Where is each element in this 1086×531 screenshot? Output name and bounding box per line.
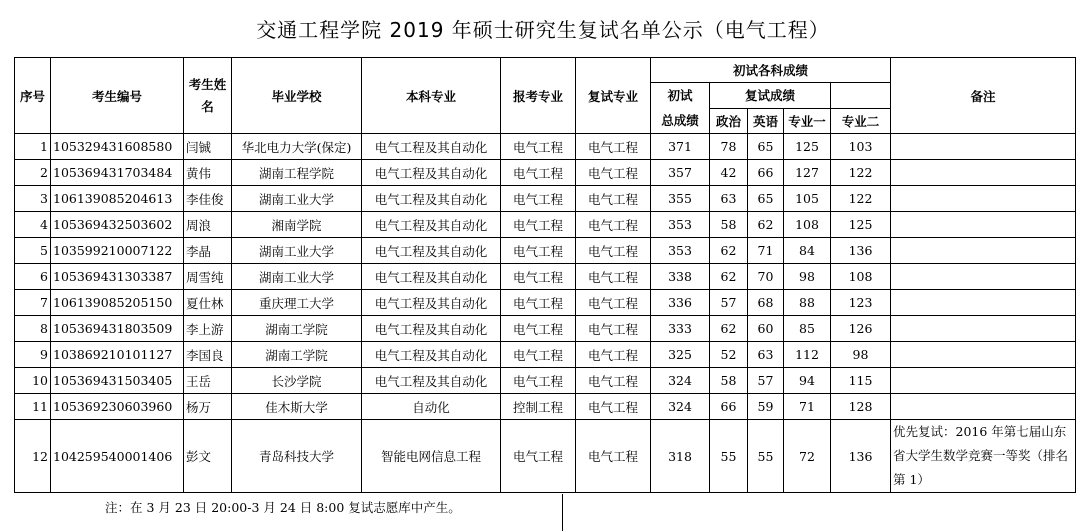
cell-remark xyxy=(891,238,1076,264)
cell-politics: 55 xyxy=(710,420,748,493)
cell-applied-major: 电气工程 xyxy=(501,290,576,316)
header-seq: 序号 xyxy=(15,58,51,134)
cell-total: 357 xyxy=(651,160,710,186)
header-empty xyxy=(831,83,891,109)
cell-total: 324 xyxy=(651,394,710,420)
cell-subject1: 88 xyxy=(784,290,831,316)
cell-undergrad-major: 电气工程及其自动化 xyxy=(362,186,501,212)
cell-politics: 63 xyxy=(710,186,748,212)
table-row xyxy=(15,342,1076,368)
cell-applied-major: 电气工程 xyxy=(501,264,576,290)
candidate-table xyxy=(14,57,1076,493)
cell-retest-major: 电气工程 xyxy=(576,134,651,160)
cell-name: 周雪纯 xyxy=(184,264,232,290)
cell-school: 重庆理工大学 xyxy=(232,290,362,316)
cell-english: 71 xyxy=(748,238,784,264)
cell-remark xyxy=(891,368,1076,394)
cell-english: 57 xyxy=(748,368,784,394)
cell-undergrad-major: 电气工程及其自动化 xyxy=(362,160,501,186)
cell-subject2: 136 xyxy=(831,238,891,264)
header-total-line1: 初试 xyxy=(667,88,693,103)
cell-applied-major: 电气工程 xyxy=(501,316,576,342)
cell-undergrad-major: 电气工程及其自动化 xyxy=(362,264,501,290)
cell-total: 324 xyxy=(651,368,710,394)
cell-name: 黄伟 xyxy=(184,160,232,186)
table-row xyxy=(15,134,1076,160)
header-subject1: 专业一 xyxy=(784,108,831,134)
cell-applied-major: 电气工程 xyxy=(501,186,576,212)
cell-name: 李晶 xyxy=(184,238,232,264)
cell-subject2: 128 xyxy=(831,394,891,420)
cell-undergrad-major: 自动化 xyxy=(362,394,501,420)
cell-applied-major: 控制工程 xyxy=(501,394,576,420)
header-total xyxy=(651,83,710,134)
divider xyxy=(562,494,563,531)
cell-seq: 10 xyxy=(15,368,51,394)
cell-subject2: 103 xyxy=(831,134,891,160)
cell-seq: 2 xyxy=(15,160,51,186)
header-scores-group: 初试各科成绩 xyxy=(651,58,891,83)
header-english: 英语 xyxy=(748,108,784,134)
cell-seq: 3 xyxy=(15,186,51,212)
cell-retest-major: 电气工程 xyxy=(576,290,651,316)
header-applied-major: 报考专业 xyxy=(501,58,576,134)
cell-total: 371 xyxy=(651,134,710,160)
cell-school: 湖南工学院 xyxy=(232,342,362,368)
cell-subject1: 72 xyxy=(784,420,831,493)
cell-name: 李上游 xyxy=(184,316,232,342)
table-row xyxy=(15,290,1076,316)
table-row xyxy=(15,368,1076,394)
cell-applied-major: 电气工程 xyxy=(501,238,576,264)
cell-school: 湘南学院 xyxy=(232,212,362,238)
cell-subject1: 105 xyxy=(784,186,831,212)
cell-english: 70 xyxy=(748,264,784,290)
cell-applied-major: 电气工程 xyxy=(501,368,576,394)
cell-exam-id: 105369230603960 xyxy=(51,394,184,420)
cell-seq: 9 xyxy=(15,342,51,368)
cell-politics: 62 xyxy=(710,316,748,342)
cell-english: 68 xyxy=(748,290,784,316)
cell-remark xyxy=(891,342,1076,368)
header-undergrad-major: 本科专业 xyxy=(362,58,501,134)
header-subject2: 专业二 xyxy=(831,108,891,134)
cell-exam-id: 106139085205150 xyxy=(51,290,184,316)
cell-retest-major: 电气工程 xyxy=(576,186,651,212)
cell-english: 63 xyxy=(748,342,784,368)
cell-exam-id: 105329431608580 xyxy=(51,134,184,160)
cell-subject1: 108 xyxy=(784,212,831,238)
cell-retest-major: 电气工程 xyxy=(576,212,651,238)
cell-total: 338 xyxy=(651,264,710,290)
cell-politics: 58 xyxy=(710,368,748,394)
footnote: 注：在 3 月 23 日 20:00-3 月 24 日 8:00 复试志愿库中产生。 xyxy=(105,500,461,515)
cell-subject1: 85 xyxy=(784,316,831,342)
cell-exam-id: 106139085204613 xyxy=(51,186,184,212)
cell-seq: 7 xyxy=(15,290,51,316)
header-name-line1: 考生姓 xyxy=(188,76,227,92)
cell-exam-id: 103869210101127 xyxy=(51,342,184,368)
cell-retest-major: 电气工程 xyxy=(576,342,651,368)
cell-politics: 62 xyxy=(710,238,748,264)
cell-subject2: 98 xyxy=(831,342,891,368)
cell-applied-major: 电气工程 xyxy=(501,212,576,238)
cell-school: 湖南工程学院 xyxy=(232,160,362,186)
cell-total: 318 xyxy=(651,420,710,493)
table-row xyxy=(15,394,1076,420)
cell-subject2: 115 xyxy=(831,368,891,394)
cell-subject1: 84 xyxy=(784,238,831,264)
cell-name: 夏仕林 xyxy=(184,290,232,316)
cell-remark xyxy=(891,394,1076,420)
cell-subject2: 108 xyxy=(831,264,891,290)
cell-exam-id: 103599210007122 xyxy=(51,238,184,264)
header-exam-id: 考生编号 xyxy=(51,58,184,134)
cell-english: 59 xyxy=(748,394,784,420)
cell-seq: 6 xyxy=(15,264,51,290)
table-row xyxy=(15,264,1076,290)
cell-undergrad-major: 电气工程及其自动化 xyxy=(362,238,501,264)
header-name xyxy=(184,58,232,134)
cell-english: 60 xyxy=(748,316,784,342)
cell-politics: 42 xyxy=(710,160,748,186)
cell-total: 353 xyxy=(651,238,710,264)
cell-exam-id: 105369432503602 xyxy=(51,212,184,238)
cell-exam-id: 104259540001406 xyxy=(51,420,184,493)
cell-subject1: 71 xyxy=(784,394,831,420)
cell-remark xyxy=(891,290,1076,316)
cell-english: 65 xyxy=(748,134,784,160)
cell-subject2: 122 xyxy=(831,160,891,186)
cell-remark xyxy=(891,316,1076,342)
cell-exam-id: 105369431803509 xyxy=(51,316,184,342)
cell-school: 湖南工业大学 xyxy=(232,238,362,264)
cell-subject2: 123 xyxy=(831,290,891,316)
cell-subject1: 125 xyxy=(784,134,831,160)
cell-school: 湖南工业大学 xyxy=(232,264,362,290)
cell-subject2: 125 xyxy=(831,212,891,238)
cell-retest-major: 电气工程 xyxy=(576,316,651,342)
cell-applied-major: 电气工程 xyxy=(501,134,576,160)
cell-english: 65 xyxy=(748,186,784,212)
cell-subject2: 122 xyxy=(831,186,891,212)
header-retest-scores: 复试成绩 xyxy=(710,83,831,109)
table-row xyxy=(15,186,1076,212)
cell-school: 湖南工业大学 xyxy=(232,186,362,212)
cell-name: 彭文 xyxy=(184,420,232,493)
cell-seq: 12 xyxy=(15,420,51,493)
cell-retest-major: 电气工程 xyxy=(576,368,651,394)
page-title: 交通工程学院 2019 年硕士研究生复试名单公示（电气工程） xyxy=(256,18,830,42)
table-body xyxy=(15,134,1076,493)
cell-school: 华北电力大学(保定) xyxy=(232,134,362,160)
cell-name: 李佳俊 xyxy=(184,186,232,212)
cell-subject1: 112 xyxy=(784,342,831,368)
cell-seq: 8 xyxy=(15,316,51,342)
cell-retest-major: 电气工程 xyxy=(576,264,651,290)
cell-english: 55 xyxy=(748,420,784,493)
cell-exam-id: 105369431303387 xyxy=(51,264,184,290)
cell-undergrad-major: 电气工程及其自动化 xyxy=(362,368,501,394)
cell-undergrad-major: 电气工程及其自动化 xyxy=(362,212,501,238)
cell-remark xyxy=(891,160,1076,186)
cell-total: 355 xyxy=(651,186,710,212)
cell-politics: 66 xyxy=(710,394,748,420)
cell-undergrad-major: 电气工程及其自动化 xyxy=(362,316,501,342)
header-school: 毕业学校 xyxy=(232,58,362,134)
table-row xyxy=(15,420,1076,493)
cell-remark xyxy=(891,134,1076,160)
cell-school: 长沙学院 xyxy=(232,368,362,394)
cell-school: 湖南工学院 xyxy=(232,316,362,342)
cell-retest-major: 电气工程 xyxy=(576,160,651,186)
cell-undergrad-major: 电气工程及其自动化 xyxy=(362,134,501,160)
cell-applied-major: 电气工程 xyxy=(501,342,576,368)
header-retest-major: 复试专业 xyxy=(576,58,651,134)
cell-seq: 11 xyxy=(15,394,51,420)
cell-retest-major: 电气工程 xyxy=(576,238,651,264)
table-row xyxy=(15,316,1076,342)
cell-english: 66 xyxy=(748,160,784,186)
cell-remark xyxy=(891,186,1076,212)
table-row xyxy=(15,212,1076,238)
cell-subject1: 127 xyxy=(784,160,831,186)
table-row xyxy=(15,160,1076,186)
cell-politics: 78 xyxy=(710,134,748,160)
cell-undergrad-major: 电气工程及其自动化 xyxy=(362,290,501,316)
cell-politics: 57 xyxy=(710,290,748,316)
cell-name: 李国良 xyxy=(184,342,232,368)
cell-remark xyxy=(891,212,1076,238)
cell-name: 杨万 xyxy=(184,394,232,420)
table-row xyxy=(15,238,1076,264)
cell-undergrad-major: 电气工程及其自动化 xyxy=(362,342,501,368)
cell-remark: 优先复试：2016 年第七届山东省大学生数学竞赛一等奖（排名第 1） xyxy=(891,420,1076,493)
cell-retest-major: 电气工程 xyxy=(576,420,651,493)
cell-politics: 52 xyxy=(710,342,748,368)
cell-english: 62 xyxy=(748,212,784,238)
cell-exam-id: 105369431703484 xyxy=(51,160,184,186)
cell-name: 闫铖 xyxy=(184,134,232,160)
cell-total: 325 xyxy=(651,342,710,368)
cell-remark xyxy=(891,264,1076,290)
cell-school: 佳木斯大学 xyxy=(232,394,362,420)
cell-total: 353 xyxy=(651,212,710,238)
cell-subject1: 94 xyxy=(784,368,831,394)
cell-subject2: 136 xyxy=(831,420,891,493)
cell-seq: 1 xyxy=(15,134,51,160)
cell-subject1: 98 xyxy=(784,264,831,290)
cell-name: 周浪 xyxy=(184,212,232,238)
header-remarks: 备注 xyxy=(891,58,1076,134)
cell-total: 336 xyxy=(651,290,710,316)
cell-politics: 62 xyxy=(710,264,748,290)
cell-undergrad-major: 智能电网信息工程 xyxy=(362,420,501,493)
cell-applied-major: 电气工程 xyxy=(501,420,576,493)
header-politics: 政治 xyxy=(710,108,748,134)
cell-politics: 58 xyxy=(710,212,748,238)
header-name-line2: 名 xyxy=(201,98,214,114)
cell-total: 333 xyxy=(651,316,710,342)
cell-name: 王岳 xyxy=(184,368,232,394)
cell-retest-major: 电气工程 xyxy=(576,394,651,420)
cell-school: 青岛科技大学 xyxy=(232,420,362,493)
cell-exam-id: 105369431503405 xyxy=(51,368,184,394)
cell-subject2: 126 xyxy=(831,316,891,342)
header-total-line2: 总成绩 xyxy=(661,113,699,128)
cell-seq: 5 xyxy=(15,238,51,264)
cell-applied-major: 电气工程 xyxy=(501,160,576,186)
cell-seq: 4 xyxy=(15,212,51,238)
